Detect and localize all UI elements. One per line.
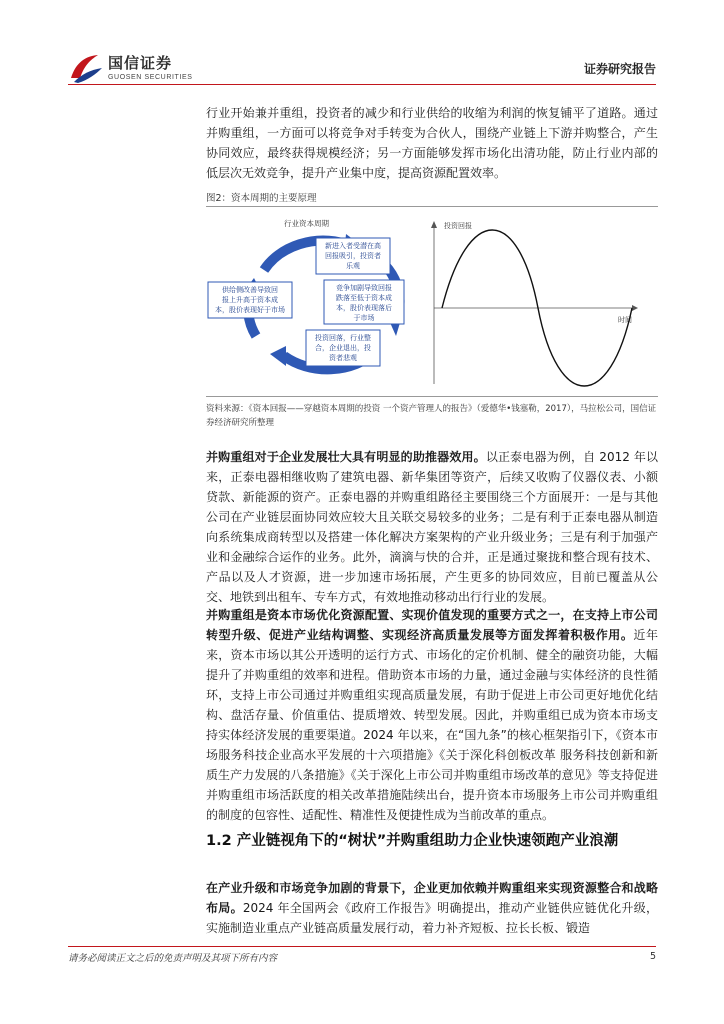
section-heading: 1.2 产业链视角下的“树状”并购重组助力企业快速领跑产业浪潮 [206, 833, 619, 849]
box-left-line3: 本，股价表现好于市场 [215, 306, 285, 314]
box-top-line1: 新进入者受潜在高 [325, 242, 381, 250]
capital-cycle-diagram [206, 212, 658, 390]
paragraph-4-body: 2024 年全国两会《政府工作报告》明确提出，推动产业链供应链优化升级，实施制造业重点产业链高质量发展行动，着力补齐短板、拉长长板、锻造 [206, 901, 658, 935]
logo-name-cn: 国信证券 [108, 54, 173, 72]
x-axis-arrow [632, 305, 638, 311]
figure-top-divider [206, 206, 658, 207]
box-bottom-line3: 资者悲观 [329, 354, 357, 362]
box-right-line1: 竞争加剧导致回报 [336, 284, 392, 292]
paragraph-4 [206, 878, 658, 938]
cycle-box-new-entrants [316, 238, 390, 274]
box-top-line2: 回报吸引，投资者 [325, 252, 381, 260]
logo-name-en: GUOSEN SECURITIES [108, 74, 193, 81]
box-right-line4: 于市场 [353, 314, 375, 322]
box-right-line3: 本，股价表现落后 [336, 304, 392, 312]
paragraph-4-lead: 在产业升级和市场竞争加剧的背景下，企业更加依赖并购重组来实现资源整合和战略布局。 [206, 881, 658, 915]
figure-bottom-divider [206, 396, 658, 397]
paragraph-2 [206, 447, 658, 607]
paragraph-3-lead: 并购重组是资本市场优化资源配置、实现价值发现的重要方式之一，在支持上市公司转型升级、促进产业结构调整、实现经济高质量发展等方面发挥着积极作用。 [206, 608, 658, 642]
paragraph-1: 行业开始兼并重组，投资者的减少和行业供给的收缩为利润的恢复铺平了道路。通过并购重组，一方面可以将竞争对手转变为合伙人，围绕产业链上下游并购整合，产生协同效应，最终获得规模经济；另一方面能够发挥市场化出清功能，防止行业内部的低层次无效竞争，提升产业集中度，提高资源配置效率。 [206, 106, 658, 180]
box-right-line2: 跌落至低于资本成 [336, 294, 392, 302]
paragraph-3-body: 近年来，资本市场以其公开透明的运行方式、市场化的定价机制、健全的融资功能，大幅提升了并购重组的效率和进程。借助资本市场的力量，通过金融与实体经济的良性循环，支持上市公司通过并购重组实现高质量发展，有助于促进上市公司更好地优化结构、盘活存量、价值重估、提质增效、转型发展。因此，并购重组已成为资本市场支持实体经济发展的重要渠道。2024 年以来，在“国九条”的核心框架指引下，《资本市场服务科技企业高水平发展的十六项措施》《关于深化科创板改革 服务科技创新和新质生产力发展的八条措施》《关于深化上市公司并购重组市场改革的意见》等支持促进并购重组市场活跃度的相关改革措施陆续出台，提升资本市场服务上市公司并购重组的制度的包容性、适配性、精准性及便捷性成为当前改革的重点。 [206, 628, 658, 822]
return-curve-chart [431, 221, 638, 386]
figure-caption: 图2：资本周期的主要原理 [206, 193, 317, 204]
footer-disclaimer: 请务必阅读正文之后的免责声明及其项下所有内容 [68, 953, 278, 964]
y-axis-arrow [431, 221, 437, 228]
cycle-box-competition [324, 280, 404, 324]
page-header [0, 0, 724, 90]
guosen-logo [68, 52, 238, 88]
report-type-label: 证券研究报告 [583, 62, 656, 76]
paragraph-2-body: 以正泰电器为例，自 2012 年以来，正泰电器相继收购了建筑电器、新华集团等资产，后续又收购了仪器仪表、小额贷款、新能源的资产。正泰电器的并购重组路径主要围绕三个方面展开：一是与其他公司在产业链层面协同效应较大且关联交易较多的业务；二是有利于正泰电器从制造向系统集成商转型以及搭建一体化解决方案架构的产业升级业务；三是有利于加强产业和金融综合运作的业务。此外，滴滴与快的合并，正是通过聚拢和整合现有技术、产品以及人才资源，进一步加速市场拓展，产生更多的协同效应，目前已覆盖从公交、地铁到出租车、专车方式，有效地推动移动出行行业的发展。 [206, 450, 658, 604]
box-bottom-line2: 合，企业退出，投 [315, 344, 371, 352]
cycle-title: 行业资本周期 [284, 219, 329, 228]
box-left-line1: 供给侧改善导致回 [222, 286, 278, 294]
footer-divider [68, 946, 656, 947]
box-left-line2: 报上升高于资本成 [222, 296, 278, 304]
box-top-line3: 乐观 [346, 262, 360, 270]
cycle-box-consolidation [306, 330, 380, 366]
cycle-box-supply-side [208, 282, 292, 318]
figure-source: 资料来源：《资本回报——穿越资本周期的投资 一个资产管理人的报告》（爱德华•钱塞勒，2017），马拉松公司，国信证券经济研究所整理 [206, 404, 657, 428]
guosen-logo-icon [68, 52, 104, 84]
box-bottom-line1: 投资回落，行业整 [315, 334, 371, 342]
header-divider [68, 84, 656, 85]
paragraph-3 [206, 605, 658, 825]
page-number: 5 [649, 951, 656, 962]
y-axis-label: 投资回报 [444, 222, 472, 230]
paragraph-2-lead: 并购重组对于企业发展壮大具有明显的助推器效用。 [206, 450, 486, 464]
capital-cycle-figure [206, 212, 658, 390]
x-axis-label: 时间 [618, 316, 632, 324]
